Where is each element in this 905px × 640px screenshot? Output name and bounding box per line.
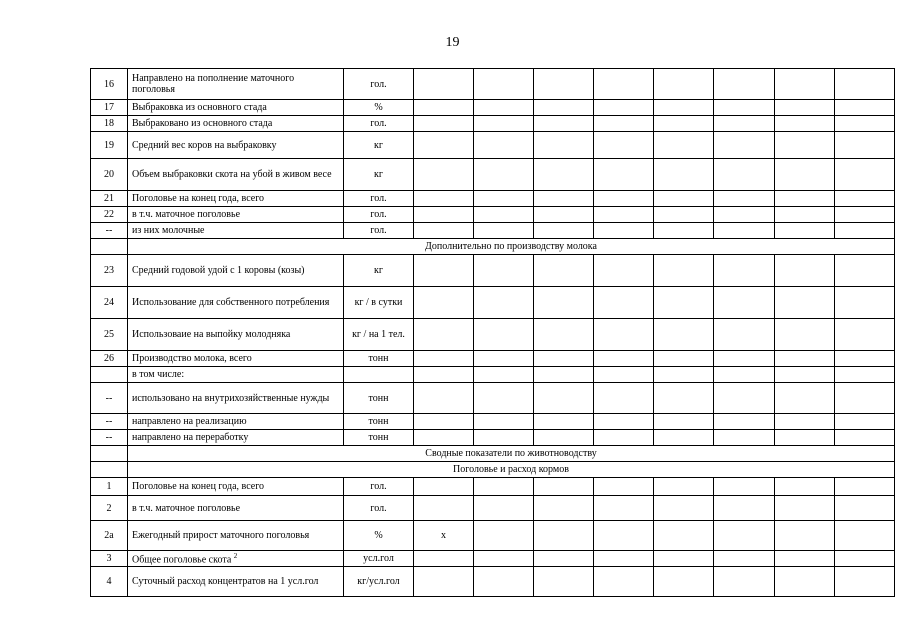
value-cell [714,478,775,496]
value-cell [654,521,714,551]
indicator-name: Использоваие на выпойку молодняка [128,319,344,351]
indicator-name: Средний вес коров на выбраковку [128,132,344,159]
value-cell [835,319,895,351]
footnote-marker: 2 [233,552,238,561]
value-cell [654,567,714,597]
value-cell [414,319,474,351]
value-cell [654,430,714,446]
value-cell [474,191,534,207]
value-cell [414,255,474,287]
value-cell [414,567,474,597]
value-cell [594,319,654,351]
value-cell [474,351,534,367]
value-cell [775,521,835,551]
value-cell [534,551,594,567]
row-number: 23 [91,255,128,287]
value-cell [594,521,654,551]
value-cell [835,223,895,239]
table-row [91,207,895,223]
value-cell [414,159,474,191]
value-cell [714,207,775,223]
unit-cell: кг/усл.гол [344,567,414,597]
value-cell [714,414,775,430]
row-number [91,446,128,462]
value-cell [835,496,895,521]
unit-cell: кг [344,159,414,191]
value-cell [654,551,714,567]
value-cell [474,132,534,159]
value-cell [534,100,594,116]
table-row [91,367,895,383]
value-cell [775,551,835,567]
row-number: -- [91,223,128,239]
unit-cell: кг [344,255,414,287]
value-cell [534,223,594,239]
value-cell [654,207,714,223]
value-cell [474,100,534,116]
table-row [91,132,895,159]
row-number: 1 [91,478,128,496]
table-row [91,496,895,521]
unit-cell: гол. [344,69,414,100]
value-cell [534,478,594,496]
value-cell [534,191,594,207]
indicator-name: Объем выбраковки скота на убой в живом весе [128,159,344,191]
value-cell [594,567,654,597]
value-cell [474,255,534,287]
value-cell [835,478,895,496]
value-cell [775,430,835,446]
indicator-name: из них молочные [128,223,344,239]
value-cell [714,287,775,319]
value-cell [835,191,895,207]
value-cell [474,287,534,319]
value-cell [714,69,775,100]
value-cell [714,223,775,239]
value-cell [414,69,474,100]
value-cell [594,116,654,132]
value-cell [414,191,474,207]
unit-cell: % [344,100,414,116]
value-cell [714,496,775,521]
value-cell [654,255,714,287]
value-cell [714,383,775,414]
value-cell [835,69,895,100]
value-cell [714,567,775,597]
value-cell [414,367,474,383]
indicator-name: Использование для собственного потребления [128,287,344,319]
value-cell [414,496,474,521]
table-row [91,223,895,239]
indicator-name: Выбраковано из основного стада [128,116,344,132]
value-cell [775,223,835,239]
value-cell [775,132,835,159]
table-row [91,351,895,367]
section-title: Сводные показатели по животноводству [128,446,895,462]
table-row [91,116,895,132]
row-number: 22 [91,207,128,223]
value-cell [534,496,594,521]
value-cell [534,255,594,287]
value-cell [534,567,594,597]
unit-cell: гол. [344,496,414,521]
row-number: 19 [91,132,128,159]
value-cell [835,207,895,223]
value-cell [714,191,775,207]
value-cell [474,521,534,551]
indicator-name: в т.ч. маточное поголовье [128,207,344,223]
value-cell [474,430,534,446]
page-number: 19 [445,35,460,50]
value-cell [775,287,835,319]
indicator-name: Общее поголовье скота $^2$ [128,551,344,567]
value-cell [775,496,835,521]
row-number: -- [91,414,128,430]
unit-cell: тонн [344,351,414,367]
indicator-name: Средний годовой удой с 1 коровы (козы) [128,255,344,287]
indicator-name: Ежегодный прирост маточного поголовья [128,521,344,551]
value-cell [714,132,775,159]
indicator-name: Направлено на пополнение маточного поголовья [128,69,344,100]
value-cell [775,351,835,367]
value-cell: х [414,521,474,551]
value-cell [594,207,654,223]
value-cell [474,159,534,191]
value-cell [534,132,594,159]
value-cell [775,191,835,207]
table-row [91,255,895,287]
value-cell [474,69,534,100]
table-row [91,567,895,597]
value-cell [835,430,895,446]
indicator-name: Производство молока, всего [128,351,344,367]
value-cell [714,551,775,567]
table-row [91,383,895,414]
value-cell [534,367,594,383]
value-cell [654,478,714,496]
value-cell [775,383,835,414]
value-cell [474,478,534,496]
value-cell [654,69,714,100]
row-number: 2 [91,496,128,521]
value-cell [714,159,775,191]
value-cell [594,100,654,116]
value-cell [594,478,654,496]
value-cell [775,207,835,223]
row-number: 25 [91,319,128,351]
value-cell [775,367,835,383]
value-cell [835,100,895,116]
row-number: -- [91,383,128,414]
value-cell [534,383,594,414]
table-row [91,287,895,319]
value-cell [474,496,534,521]
section-row [91,462,895,478]
value-cell [474,223,534,239]
row-number: 20 [91,159,128,191]
value-cell [594,496,654,521]
value-cell [775,116,835,132]
value-cell [775,478,835,496]
section-row [91,446,895,462]
indicator-name: Поголовье на конец года, всего [128,191,344,207]
value-cell [775,414,835,430]
value-cell [534,287,594,319]
value-cell [654,319,714,351]
value-cell [414,351,474,367]
row-number [91,462,128,478]
value-cell [414,132,474,159]
value-cell [414,287,474,319]
value-cell [654,414,714,430]
row-number: 18 [91,116,128,132]
value-cell [534,521,594,551]
row-number: -- [91,430,128,446]
value-cell [835,255,895,287]
value-cell [474,367,534,383]
value-cell [414,100,474,116]
value-cell [654,159,714,191]
value-cell [654,367,714,383]
row-number: 2а [91,521,128,551]
value-cell [654,191,714,207]
value-cell [835,383,895,414]
value-cell [594,132,654,159]
value-cell [654,132,714,159]
row-number: 17 [91,100,128,116]
value-cell [414,223,474,239]
unit-cell: гол. [344,191,414,207]
value-cell [534,414,594,430]
row-number: 16 [91,69,128,100]
value-cell [534,319,594,351]
value-cell [775,255,835,287]
value-cell [775,567,835,597]
indicator-name: использовано на внутрихозяйственные нужды [128,383,344,414]
value-cell [594,414,654,430]
value-cell [594,551,654,567]
table-row [91,69,895,100]
value-cell [714,367,775,383]
row-number: 26 [91,351,128,367]
row-number: 24 [91,287,128,319]
table-row [91,414,895,430]
value-cell [414,430,474,446]
value-cell [714,351,775,367]
value-cell [534,207,594,223]
value-cell [835,132,895,159]
value-cell [654,383,714,414]
indicator-name: Выбраковка из основного стада [128,100,344,116]
unit-cell: кг / на 1 тел. [344,319,414,351]
value-cell [414,414,474,430]
value-cell [714,100,775,116]
value-cell [594,383,654,414]
row-number: 3 [91,551,128,567]
value-cell [414,207,474,223]
table-row [91,319,895,351]
section-title: Поголовье и расход кормов [128,462,895,478]
unit-cell: тонн [344,430,414,446]
row-number: 21 [91,191,128,207]
livestock-table [90,68,895,597]
value-cell [835,367,895,383]
indicator-name: в т.ч. маточное поголовье [128,496,344,521]
indicator-name: направлено на реализацию [128,414,344,430]
unit-cell: усл.гол [344,551,414,567]
value-cell [835,351,895,367]
value-cell [414,478,474,496]
unit-cell: гол. [344,478,414,496]
value-cell [835,551,895,567]
value-cell [654,287,714,319]
value-cell [474,116,534,132]
value-cell [714,521,775,551]
value-cell [534,430,594,446]
value-cell [654,351,714,367]
section-title: Дополнительно по производству молока [128,239,895,255]
value-cell [714,116,775,132]
value-cell [654,116,714,132]
value-cell [594,223,654,239]
value-cell [414,116,474,132]
unit-cell: кг [344,132,414,159]
value-cell [474,551,534,567]
value-cell [714,430,775,446]
table-row [91,100,895,116]
value-cell [775,319,835,351]
value-cell [474,414,534,430]
unit-cell [344,367,414,383]
indicator-name: Поголовье на конец года, всего [128,478,344,496]
value-cell [414,383,474,414]
table-row [91,430,895,446]
value-cell [474,567,534,597]
table-row [91,478,895,496]
value-cell [775,100,835,116]
value-cell [594,255,654,287]
value-cell [835,287,895,319]
table-row [91,551,895,567]
unit-cell: % [344,521,414,551]
value-cell [775,159,835,191]
value-cell [594,191,654,207]
value-cell [775,69,835,100]
value-cell [534,351,594,367]
value-cell [594,159,654,191]
value-cell [594,430,654,446]
unit-cell: тонн [344,383,414,414]
value-cell [534,159,594,191]
row-number: 4 [91,567,128,597]
unit-cell: кг / в сутки [344,287,414,319]
value-cell [474,319,534,351]
value-cell [474,383,534,414]
table-row [91,159,895,191]
value-cell [654,223,714,239]
unit-cell: гол. [344,116,414,132]
value-cell [835,567,895,597]
value-cell [835,116,895,132]
row-number [91,367,128,383]
value-cell [474,207,534,223]
value-cell [594,287,654,319]
value-cell [414,551,474,567]
unit-cell: тонн [344,414,414,430]
value-cell [714,319,775,351]
unit-cell: гол. [344,207,414,223]
indicator-name: направлено на переработку [128,430,344,446]
value-cell [835,159,895,191]
indicator-name: в том числе: [128,367,344,383]
table-row [91,191,895,207]
table-row [91,521,895,551]
value-cell [835,414,895,430]
value-cell [654,496,714,521]
value-cell [594,351,654,367]
section-row [91,239,895,255]
value-cell [534,116,594,132]
indicator-name: Суточный расход концентратов на 1 усл.гол [128,567,344,597]
unit-cell: гол. [344,223,414,239]
value-cell [534,69,594,100]
value-cell [714,255,775,287]
value-cell [594,69,654,100]
value-cell [594,367,654,383]
value-cell [835,521,895,551]
row-number [91,239,128,255]
value-cell [654,100,714,116]
